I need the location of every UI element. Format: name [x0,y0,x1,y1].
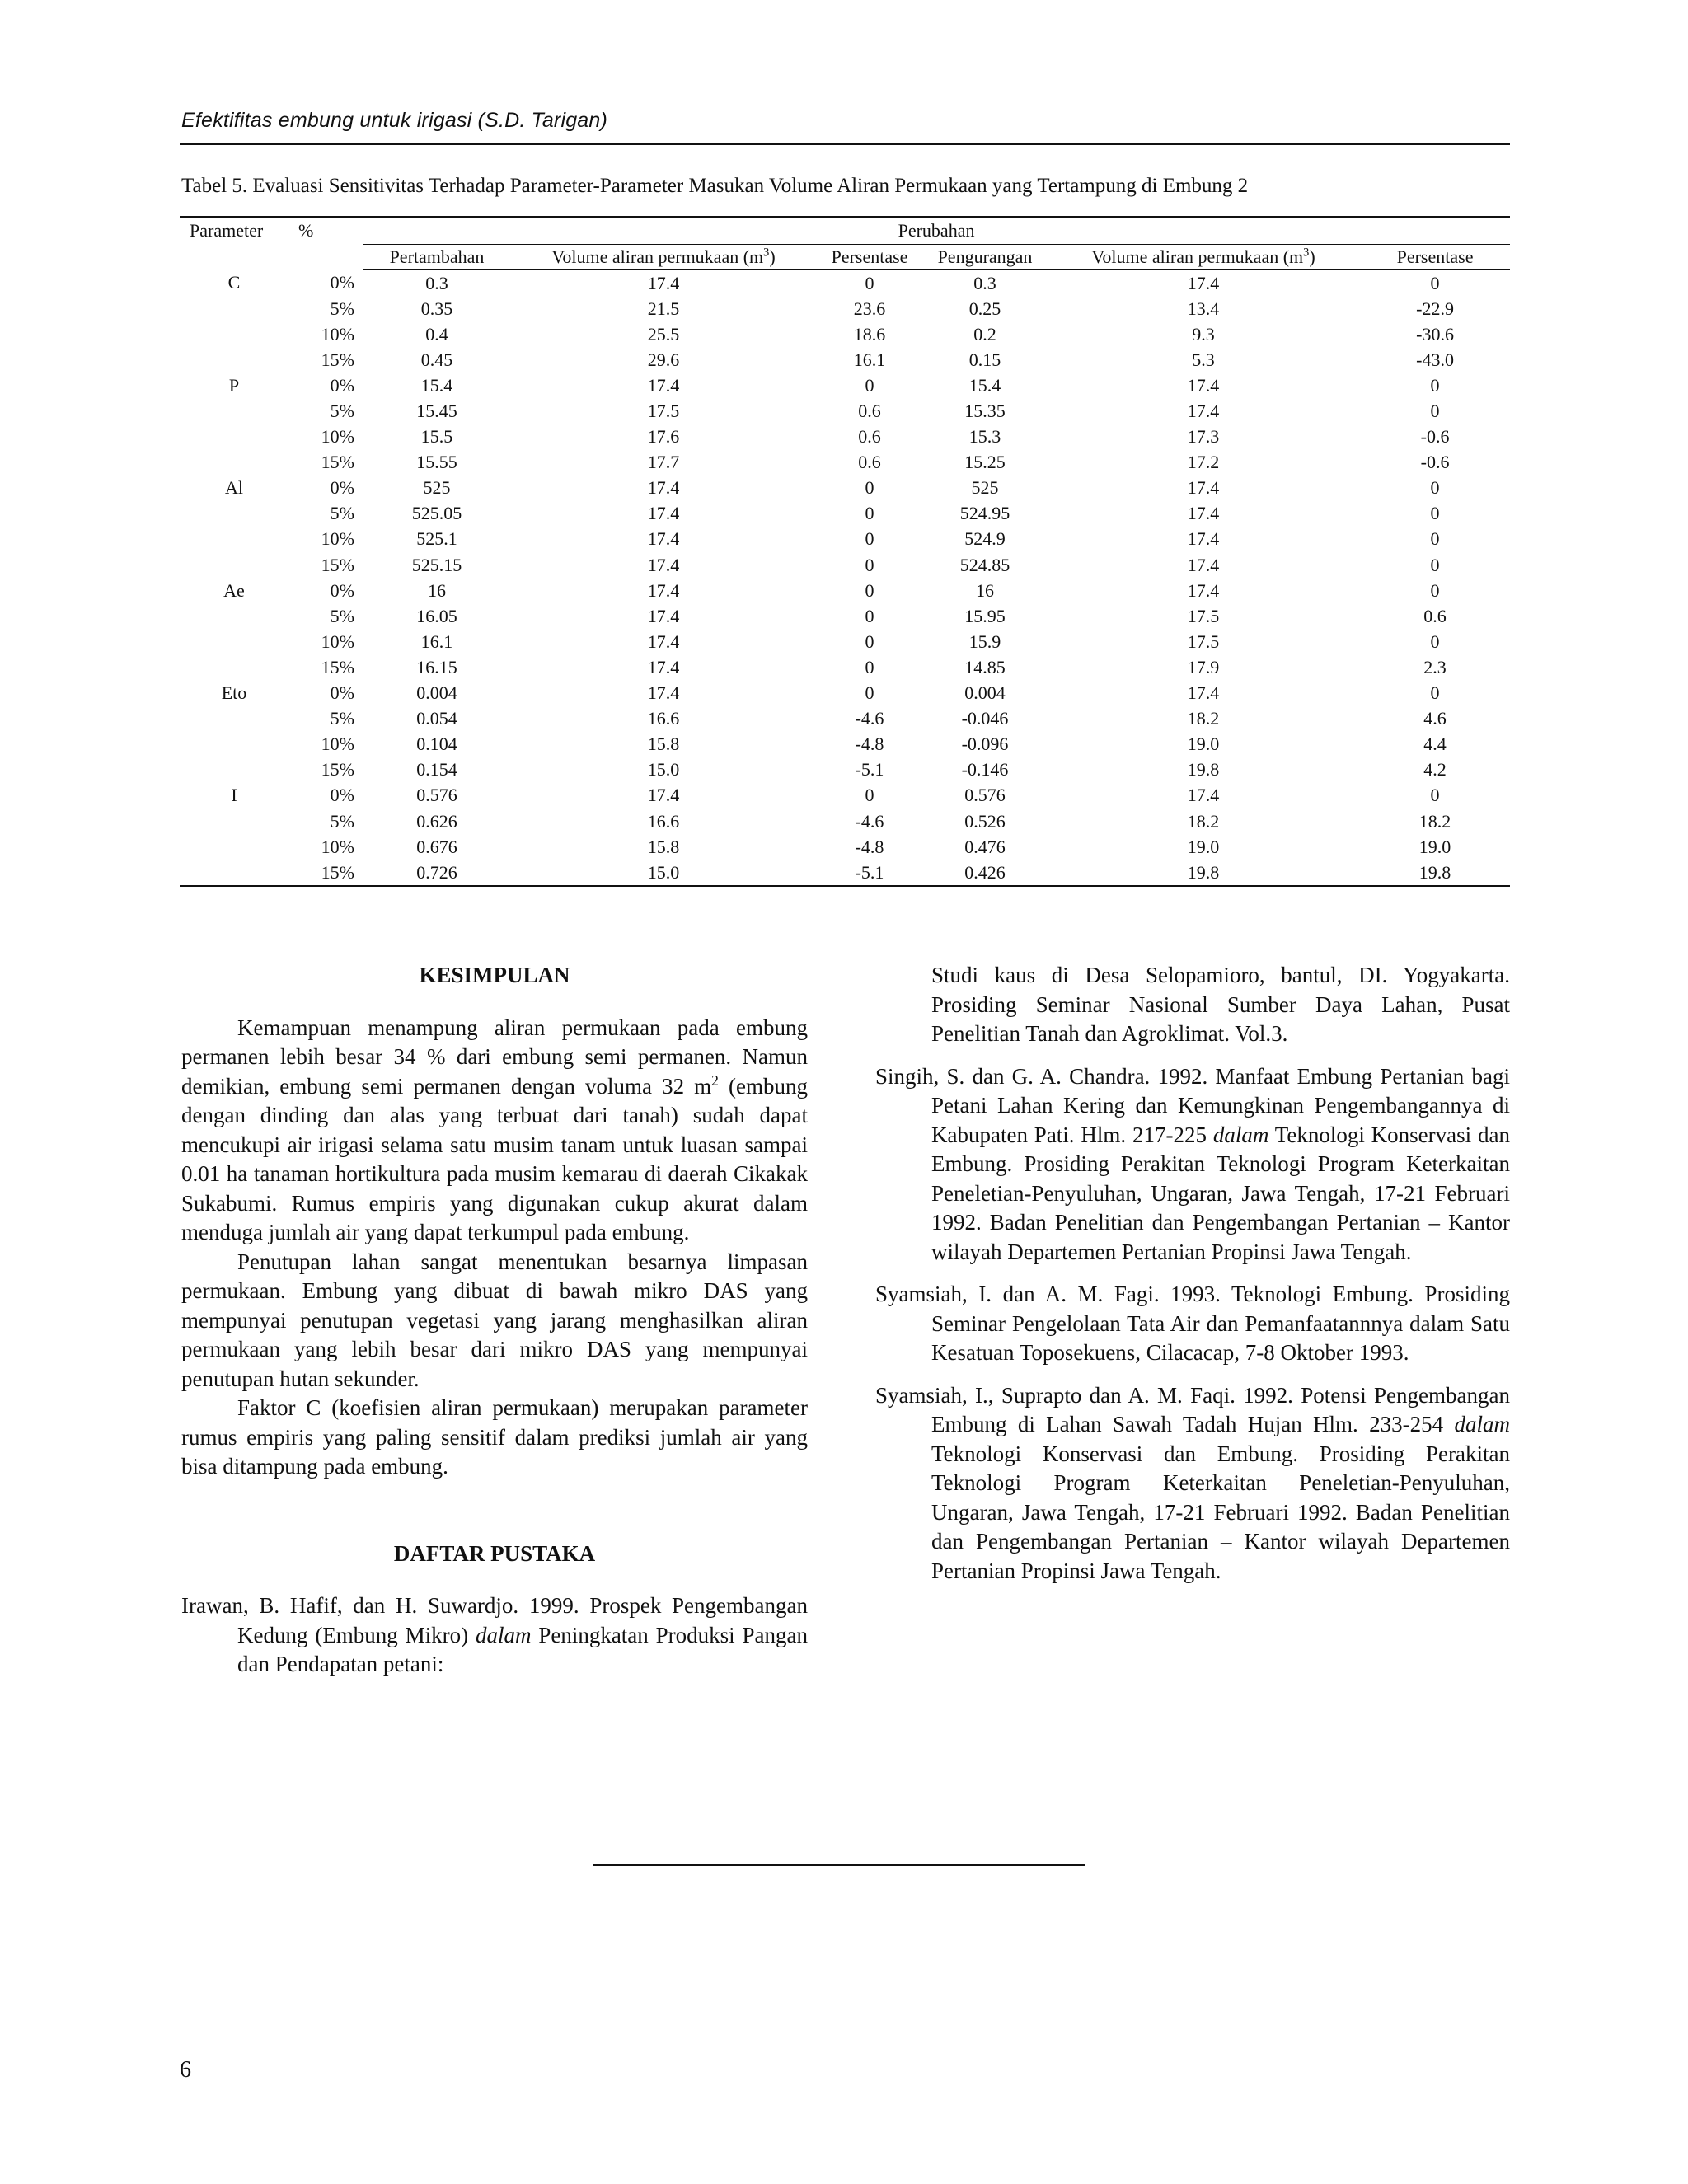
cell-pengurangan: 524.95 [959,503,1010,524]
cell-pengurangan: 15.4 [968,374,1001,396]
cell-volume-decrease: 19.8 [1187,759,1220,780]
cell-persentase-decrease: -0.6 [1420,452,1450,473]
col-header-blank [180,245,288,270]
left-column [181,961,808,1680]
cell-parameter [180,321,288,347]
cell-persentase-decrease: 0 [1430,579,1440,601]
cell-pertambahan: 16.15 [416,656,457,677]
col-header-persentase-increase: Persentase [816,245,923,270]
reference-syamsiah-1993: Syamsiah, I. dan A. M. Fagi. 1993. Teknologi Embung. Prosiding Seminar Pengelolaan Tata Air dan Pemanfaatannnya dalam Satu Kesatuan Toposekuens, Cilacacap, 7-8 Oktober 1993. [875,1282,1510,1365]
cell-volume-decrease: 17.4 [1187,374,1220,396]
cell-volume-decrease: 17.2 [1187,452,1220,473]
cell-volume-decrease: 17.4 [1187,554,1220,575]
cell-pengurangan: 0.15 [968,349,1001,370]
cell-persentase-increase: 0 [865,528,874,550]
cell-volume-increase: 17.4 [647,503,680,524]
cell-pertambahan: 0.4 [425,323,448,344]
cell-percent: 5% [330,708,354,729]
reference-singih [875,1062,1510,1268]
col-header-percent: % [288,217,363,245]
cell-percent: 10% [321,426,354,448]
cell-parameter [180,834,288,860]
cell-persentase-increase: 0 [865,272,874,293]
cell-percent: 15% [321,452,354,473]
cell-pertambahan: 0.154 [416,759,457,780]
kesimpulan-paragraph-1 [181,1014,808,1248]
cell-pertambahan: 15.55 [416,452,457,473]
cell-pengurangan: 524.85 [959,554,1010,575]
cell-persentase-decrease: 0 [1430,374,1440,396]
cell-persentase-decrease: 0 [1430,682,1440,704]
cell-percent: 15% [321,554,354,575]
cell-pengurangan: 0.3 [973,272,996,293]
cell-volume-decrease: 17.4 [1187,785,1220,806]
table-row [180,629,1510,654]
cell-persentase-decrease: -0.6 [1420,426,1450,448]
col-header-volume-increase [511,245,816,270]
cell-percent: 5% [330,401,354,422]
cell-volume-decrease: 19.0 [1187,836,1220,857]
col-header-pengurangan: Pengurangan [923,245,1047,270]
cell-volume-decrease: 13.4 [1187,298,1220,319]
kesimpulan-heading: KESIMPULAN [419,963,570,987]
cell-persentase-increase: 0 [865,630,874,652]
cell-pertambahan: 0.054 [416,708,457,729]
cell-pengurangan: 15.35 [964,401,1006,422]
cell-volume-increase: 16.6 [647,810,680,832]
cell-parameter [180,603,288,629]
cell-volume-decrease: 19.8 [1047,860,1360,886]
cell-pertambahan: 15.4 [420,374,453,396]
cell-persentase-decrease: 2.3 [1423,656,1447,677]
cell-volume-decrease: 17.5 [1187,630,1220,652]
cell-percent: 0% [330,579,354,601]
table-row [180,860,1510,886]
daftar-pustaka-heading: DAFTAR PUSTAKA [393,1540,596,1566]
cell-pengurangan: 15.95 [964,605,1006,626]
cell-volume-decrease: 17.4 [1187,682,1220,704]
cell-pertambahan: 0.35 [420,298,453,319]
cell-pengurangan: 0.476 [964,836,1006,857]
cell-parameter: C [227,272,241,293]
cell-parameter: Ae [223,579,245,601]
cell-percent: 0% [330,374,354,396]
cell-parameter: P [228,374,240,396]
cell-pertambahan: 0.004 [416,682,457,704]
table-row [180,450,1510,476]
cell-parameter [180,347,288,373]
cell-persentase-increase: 0 [865,682,874,704]
reference-irawan-continued: Studi kaus di Desa Selopamioro, bantul, DI. Yogyakarta. Prosiding Seminar Nasional Sumber Daya Lahan, Pusat Penelitian Tanah dan Agroklimat. Vol.3. [931,963,1510,1046]
cell-percent: 10% [321,733,354,755]
cell-volume-decrease: 17.5 [1187,605,1220,626]
cell-volume-increase: 17.7 [647,452,680,473]
table-row [180,578,1510,603]
cell-pertambahan: 15.45 [416,401,457,422]
cell-persentase-decrease: 0 [1430,630,1440,652]
cell-persentase-increase: 0 [865,656,874,677]
cell-persentase-increase: 23.6 [853,298,886,319]
cell-pertambahan: 0.576 [416,785,457,806]
reference-irawan [181,1591,808,1680]
cell-persentase-decrease: 18.2 [1418,810,1451,832]
cell-persentase-increase: -5.1 [816,860,923,886]
table-row [180,732,1510,757]
cell-volume-decrease: 17.4 [1187,579,1220,601]
cell-parameter [180,757,288,783]
cell-percent: 0% [330,785,354,806]
cell-pengurangan: 525 [971,477,999,499]
cell-persentase-increase: 0 [865,605,874,626]
ref2-italic: dalam [1212,1122,1269,1147]
cell-persentase-increase: -4.6 [855,810,884,832]
volume-unit-sup: 3 [763,246,770,260]
cell-persentase-decrease: 0 [1430,401,1440,422]
ref4-italic: dalam [1454,1412,1510,1436]
volume-close: ) [769,246,776,267]
kesimpulan-paragraph-2: Penutupan lahan sangat menentukan besarnya limpasan permukaan. Embung yang dibuat di bawah mikro DAS yang mempunyai penutupan vegetasi yang jarang menghasilkan aliran permukaan yang lebih besar dari mikro DAS yang mempunyai penutupan hutan sekunder. [181,1249,808,1391]
cell-volume-decrease: 17.3 [1187,426,1220,448]
cell-pertambahan: 0.726 [363,860,511,886]
cell-volume-increase: 16.6 [647,708,680,729]
cell-volume-increase: 29.6 [647,349,680,370]
table-body [180,270,1510,887]
table-row [180,654,1510,680]
cell-persentase-increase: 0 [865,579,874,601]
col-header-parameter: Parameter [180,217,288,245]
cell-parameter [180,654,288,680]
cell-volume-decrease: 9.3 [1192,323,1215,344]
sensitivity-table [180,216,1510,887]
cell-persentase-increase: 0 [865,477,874,499]
cell-volume-increase: 17.4 [647,554,680,575]
cell-persentase-decrease: 4.6 [1423,708,1447,729]
cell-persentase-decrease: 0 [1430,477,1440,499]
cell-parameter: Eto [221,682,247,704]
cell-persentase-increase: 0.6 [858,452,881,473]
cell-volume-increase: 15.0 [511,860,816,886]
cell-volume-decrease: 17.4 [1187,477,1220,499]
cell-volume-increase: 17.4 [647,374,680,396]
cell-pengurangan: 0.004 [964,682,1006,704]
table-row [180,552,1510,578]
cell-percent: 0% [330,477,354,499]
col-header-volume-decrease [1047,245,1360,270]
col-header-blank [288,245,363,270]
cell-persentase-decrease: 19.0 [1418,836,1451,857]
cell-pertambahan: 525.1 [416,528,457,550]
ref1-text-a: Irawan, B. Hafif, dan H. Suwardjo. 1999. Prospek Pengembangan Kedung (Embung Mikro) [181,1593,808,1647]
cell-pertambahan: 16.1 [420,630,453,652]
cell-volume-increase: 17.4 [647,682,680,704]
cell-parameter [180,552,288,578]
cell-pengurangan: -0.146 [961,759,1009,780]
cell-pengurangan: 0.2 [973,323,996,344]
cell-percent: 15% [321,759,354,780]
cell-pengurangan: -0.046 [961,708,1009,729]
cell-persentase-increase: 0 [865,503,874,524]
cell-volume-increase: 17.4 [647,605,680,626]
cell-percent: 10% [321,323,354,344]
cell-pertambahan: 0.626 [416,810,457,832]
cell-persentase-increase: -4.8 [855,733,884,755]
cell-persentase-decrease: 4.4 [1423,733,1447,755]
col-header-persentase-decrease: Persentase [1360,245,1510,270]
cell-pertambahan: 525.05 [411,503,462,524]
cell-percent: 0% [330,272,354,293]
cell-volume-increase: 17.6 [647,426,680,448]
cell-persentase-increase: 18.6 [853,323,886,344]
cell-volume-decrease: 17.4 [1187,528,1220,550]
cell-volume-decrease: 19.0 [1187,733,1220,755]
cell-parameter [180,527,288,552]
volume-label: Volume aliran permukaan (m [1091,246,1304,267]
volume-unit-sup: 3 [1303,246,1310,260]
table-row [180,501,1510,527]
cell-percent: 0% [330,682,354,704]
kesimpulan-p1-text-a: Kemampuan menampung aliran permukaan pada embung permanen lebih besar 34 % dari embung semi permanen. Namun demikian, embung semi permanen dengan voluma 32 m [181,1015,808,1099]
cell-parameter [180,629,288,654]
cell-pertambahan: 0.3 [425,272,448,293]
cell-volume-decrease: 18.2 [1187,810,1220,832]
table-row [180,834,1510,860]
cell-volume-increase: 15.0 [647,759,680,780]
cell-persentase-decrease: 0 [1430,503,1440,524]
table-row [180,681,1510,706]
cell-persentase-increase: 0.6 [858,426,881,448]
cell-volume-increase: 17.4 [647,579,680,601]
cell-volume-increase: 17.4 [647,528,680,550]
cell-percent: 15% [288,860,363,886]
cell-volume-increase: 17.5 [647,401,680,422]
cell-pertambahan: 15.5 [420,426,453,448]
table-row [180,321,1510,347]
cell-pengurangan: 0.576 [964,785,1006,806]
cell-parameter: Al [225,477,243,499]
col-header-pertambahan: Pertambahan [363,245,511,270]
table-row [180,603,1510,629]
table-row [180,347,1510,373]
cell-pengurangan: 14.85 [964,656,1006,677]
area-unit-sup: 2 [711,1071,719,1089]
cell-persentase-increase: 16.1 [853,349,886,370]
cell-pertambahan: 0.104 [416,733,457,755]
volume-close: ) [1309,246,1315,267]
cell-volume-decrease: 17.9 [1187,656,1220,677]
cell-percent: 5% [330,810,354,832]
cell-persentase-decrease: -43.0 [1416,349,1454,370]
cell-volume-decrease: 17.4 [1187,401,1220,422]
cell-persentase-decrease: 0.6 [1423,605,1447,626]
cell-volume-decrease: 17.4 [1187,503,1220,524]
cell-persentase-decrease: 19.8 [1360,860,1510,886]
ref1-italic: dalam [475,1622,532,1647]
cell-pengurangan: 0.526 [964,810,1006,832]
cell-percent: 15% [321,656,354,677]
sensitivity-table-container [180,216,1510,887]
ref4-text-b: Teknologi Konservasi dan Embung. Prosiding Perakitan Teknologi Program Keterkaitan Peneletian-Penyuluhan, Ungaran, Jawa Tengah, 17-21 Februari 1992. Badan Penelitian dan Pengembangan Pertanian – Kantor wilayah Departemen Pertanian Propinsi Jawa Tengah. [931,1441,1510,1583]
cell-parameter [180,706,288,732]
cell-persentase-increase: -5.1 [855,759,884,780]
table-row [180,296,1510,321]
cell-persentase-increase: 0.6 [858,401,881,422]
cell-pengurangan: 524.9 [964,528,1006,550]
ref2-text-a: Singih, S. dan G. A. Chandra. 1992. Manfaat Embung Pertanian bagi Petani Lahan Kering dan Kemungkinan Pengembangannya di Kabupaten Pati. Hlm. 217-225 [875,1063,1510,1147]
cell-pertambahan: 0.45 [420,349,453,370]
cell-persentase-decrease: 0 [1430,528,1440,550]
cell-pertambahan: 0.676 [416,836,457,857]
cell-volume-increase: 17.4 [647,272,680,293]
cell-pertambahan: 525 [423,477,451,499]
cell-pengurangan: 0.25 [968,298,1001,319]
cell-pengurangan: 15.25 [964,452,1006,473]
table-row [180,424,1510,450]
cell-percent: 10% [321,836,354,857]
cell-persentase-increase: 0 [865,374,874,396]
ref4-text-a: Syamsiah, I., Suprapto dan A. M. Faqi. 1992. Potensi Pengembangan Embung di Lahan Sawah Tadah Hujan Hlm. 233-254 [875,1382,1510,1436]
cell-volume-decrease: 17.4 [1187,272,1220,293]
cell-percent: 5% [330,605,354,626]
volume-label: Volume aliran permukaan (m [551,246,764,267]
table-caption: Tabel 5. Evaluasi Sensitivitas Terhadap Parameter-Parameter Masukan Volume Aliran Permukaan yang Tertampung di Embung 2 [181,175,1249,197]
cell-parameter [180,808,288,834]
cell-persentase-increase: -4.6 [855,708,884,729]
cell-volume-increase: 17.4 [647,656,680,677]
cell-persentase-decrease: 0 [1430,554,1440,575]
cell-pertambahan: 16 [428,579,446,601]
cell-pengurangan: 16 [976,579,994,601]
cell-pengurangan: -0.096 [961,733,1009,755]
cell-pengurangan: 15.3 [968,426,1001,448]
cell-volume-increase: 15.8 [647,836,680,857]
cell-persentase-increase: 0 [865,554,874,575]
table-row [180,783,1510,808]
cell-pertambahan: 16.05 [416,605,457,626]
cell-parameter [180,398,288,424]
cell-percent: 5% [330,503,354,524]
table-row [180,398,1510,424]
cell-volume-decrease: 18.2 [1187,708,1220,729]
cell-pengurangan: 0.426 [923,860,1047,886]
cell-volume-increase: 15.8 [647,733,680,755]
cell-volume-increase: 17.4 [647,630,680,652]
cell-volume-increase: 21.5 [647,298,680,319]
footer-rule [593,1864,1085,1866]
table-row [180,757,1510,783]
cell-persentase-decrease: 0 [1430,785,1440,806]
table-row [180,270,1510,297]
cell-parameter [180,424,288,450]
cell-persentase-decrease: 0 [1430,272,1440,293]
cell-percent: 15% [321,349,354,370]
cell-parameter [180,860,288,886]
ref1-text-b: Peningkatan Produksi Pangan dan Pendapatan petani: [237,1622,808,1676]
cell-persentase-decrease: 4.2 [1423,759,1447,780]
cell-percent: 10% [321,630,354,652]
cell-persentase-increase: -4.8 [855,836,884,857]
ref2-text-b: Teknologi Konservasi dan Embung. Prosiding Perakitan Teknologi Program Keterkaitan Peneletian-Penyuluhan, Ungaran, Jawa Tengah, 17-21 Februari 1992. Badan Penelitian dan Pengembangan Pertanian – Kantor wilayah Departemen Pertanian Propinsi Jawa Tengah. [931,1122,1510,1264]
kesimpulan-paragraph-3: Faktor C (koefisien aliran permukaan) merupakan parameter rumus empiris yang paling sensitif dalam prediksi jumlah air yang bisa ditampung pada embung. [181,1395,808,1479]
cell-volume-increase: 17.4 [647,477,680,499]
cell-persentase-increase: 0 [865,785,874,806]
cell-parameter: I [231,785,237,806]
cell-parameter [180,450,288,476]
cell-parameter [180,296,288,321]
cell-pertambahan: 525.15 [411,554,462,575]
cell-volume-increase: 17.4 [647,785,680,806]
table-row [180,373,1510,398]
cell-percent: 10% [321,528,354,550]
right-column [875,961,1510,1586]
cell-volume-decrease: 5.3 [1192,349,1215,370]
table-row [180,476,1510,501]
kesimpulan-p1-text-b: (embung dengan dinding dan alas yang terbuat dari tanah) sudah dapat mencukupi air irigasi selama satu musim tanam untuk luasan sampai 0.01 ha tanaman hortikultura pada musim kemarau di daerah Cikakak Sukabumi. Rumus empiris yang digunakan cukup akurat dalam menduga jumlah air yang dapat terkumpul pada embung. [181,1073,808,1244]
col-header-perubahan: Perubahan [363,217,1510,245]
page-number: 6 [180,2057,191,2083]
cell-percent: 5% [330,298,354,319]
header-rule [180,143,1510,145]
cell-parameter [180,501,288,527]
table-row [180,808,1510,834]
cell-pengurangan: 15.9 [968,630,1001,652]
cell-volume-increase: 25.5 [647,323,680,344]
table-row [180,706,1510,732]
table-row [180,527,1510,552]
cell-parameter [180,732,288,757]
cell-persentase-decrease: -22.9 [1416,298,1454,319]
running-head: Efektifitas embung untuk irigasi (S.D. Tarigan) [181,109,608,132]
reference-syamsiah-1992 [875,1381,1510,1586]
cell-persentase-decrease: -30.6 [1416,323,1454,344]
